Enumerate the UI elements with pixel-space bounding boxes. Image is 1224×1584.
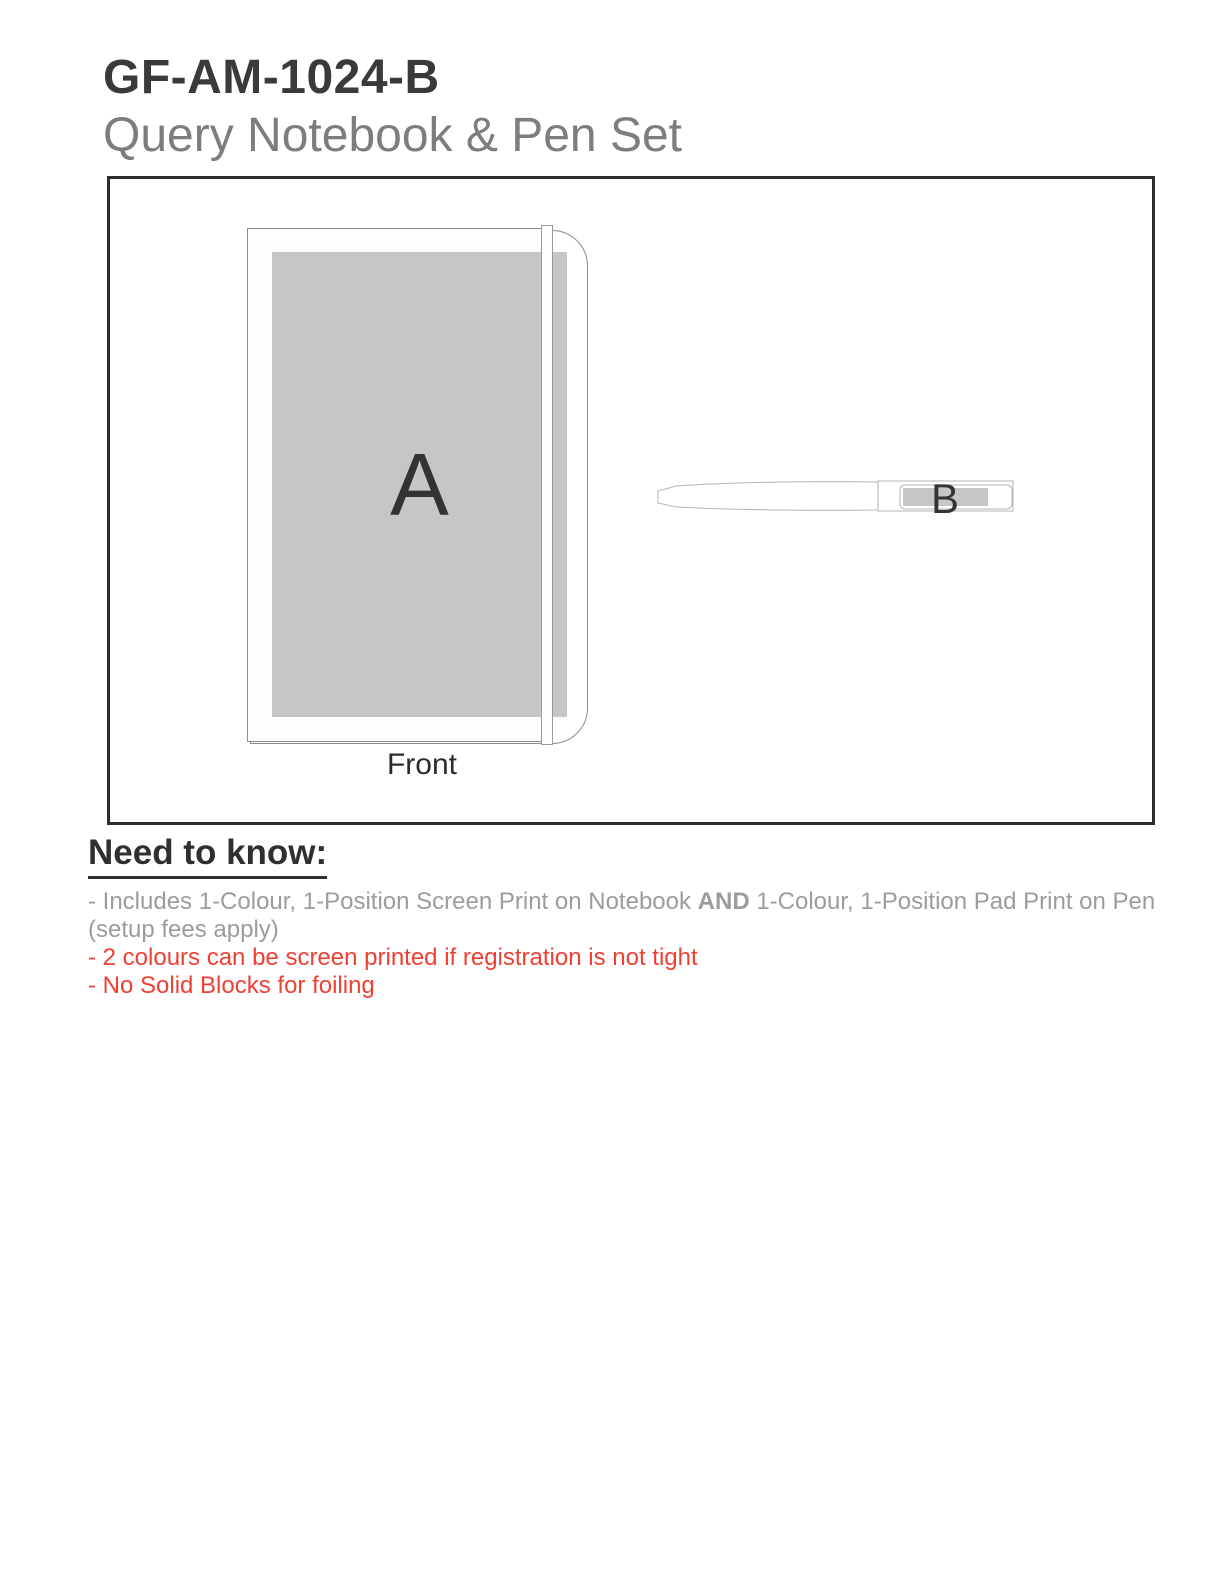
note-includes-print-and: AND	[697, 888, 750, 915]
need-to-know-notes	[88, 888, 1188, 1000]
need-to-know-heading: Need to know:	[88, 833, 327, 879]
note-no-solid-blocks: - No Solid Blocks for foiling	[88, 972, 375, 999]
note-includes-print	[88, 888, 1188, 944]
pen-imprint-label: B	[931, 476, 960, 522]
pen-illustration	[652, 476, 1027, 522]
imprint-diagram-box	[107, 176, 1155, 825]
product-code-title: GF-AM-1024-B	[103, 51, 440, 104]
notebook-elastic-band	[541, 225, 553, 745]
notebook-imprint-label: A	[390, 434, 449, 534]
note-includes-print-post: 1-Colour, 1-Position Pad Print on Pen (setup fees apply)	[88, 888, 1156, 943]
product-name-subtitle: Query Notebook & Pen Set	[103, 109, 682, 162]
note-includes-print-pre: - Includes 1-Colour, 1-Position Screen Print on Notebook	[88, 888, 698, 915]
notebook-view-label: Front	[386, 748, 458, 781]
pen-barrel-outline	[658, 482, 878, 511]
notebook-imprint-area	[272, 252, 567, 717]
note-two-colours: - 2 colours can be screen printed if registration is not tight	[88, 944, 698, 971]
